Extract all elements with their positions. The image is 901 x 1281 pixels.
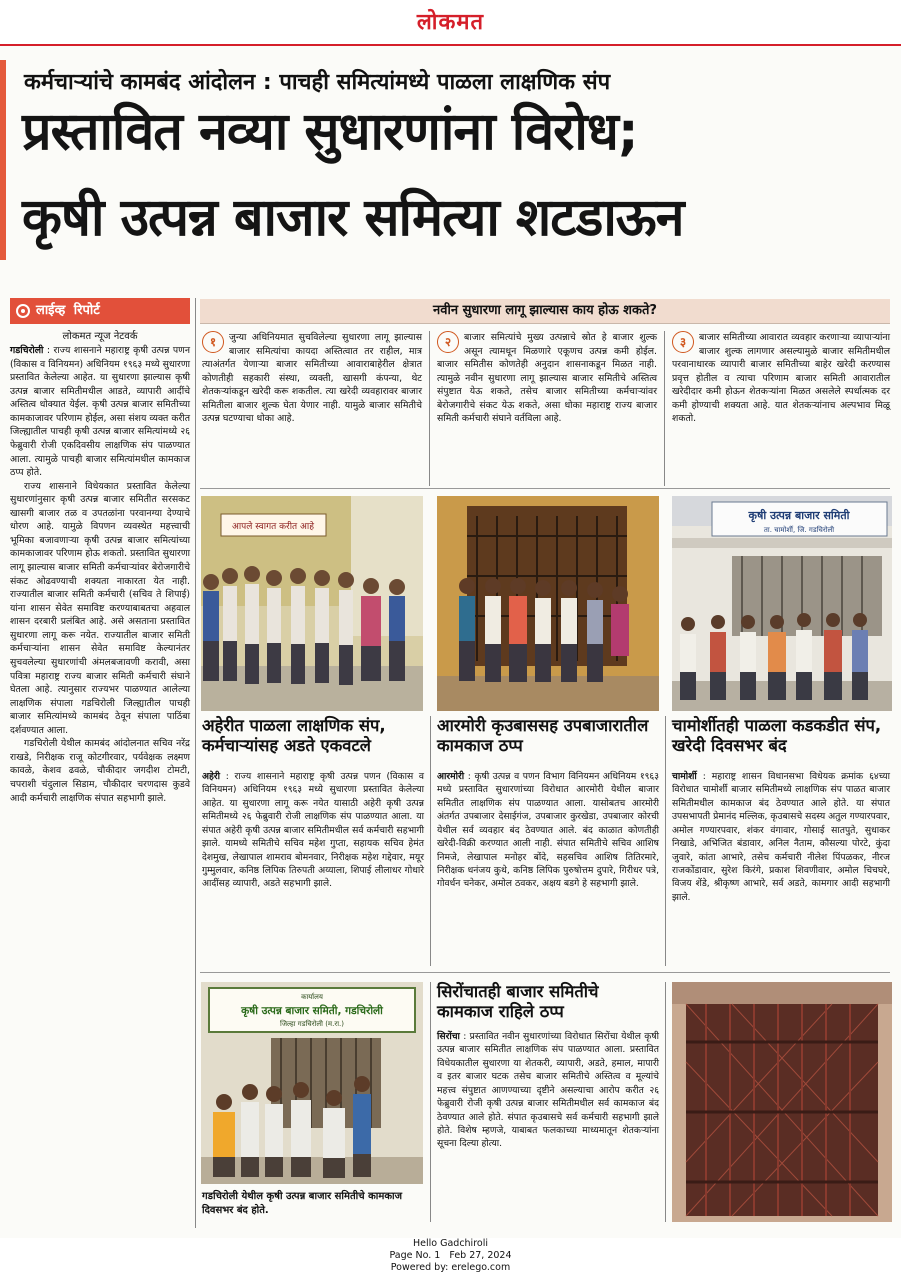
section-rule	[200, 972, 890, 973]
live-label: लाईव्ह	[36, 303, 66, 318]
story-divider	[665, 982, 666, 1222]
masthead-title: लोकमत	[416, 10, 485, 35]
explainer-point-2: २ बाजार समित्यांचे मुख्य उत्पन्नाचे स्रोत हे बाजार शुल्क असून त्यामधून मिळणारे एकूणच उत्पन्न कमी होईल. बाजार समितीस कोणतेही अनुदान शासनाकडून मिळत नाही. त्यामुळे नवीन सुधारणा लागू झाल्यास बाजार समितीचे अस्तित्व संपुष्टात येऊ शकते, तसेच बाजार समितीच्या कर्मचाऱ्यांवर बेरोजगारीचे संकट येऊ शकते, असा धोका महाराष्ट्र राज्य बाजार समिती कर्मचारी संघाने वर्तविला आहे.	[437, 332, 657, 425]
explainer-divider	[429, 331, 430, 486]
footer-page: Page No. 1	[389, 1250, 441, 1261]
gadchiroli-sign-top: कार्यालय	[301, 993, 323, 1001]
photo-armori-illustration	[437, 496, 659, 711]
explainer-divider	[664, 331, 665, 486]
point-number: २	[437, 331, 459, 353]
gadchiroli-sign-sub: जिल्हा गडचिरोली (म.रा.)	[280, 1020, 344, 1028]
photo-gadchiroli-office	[201, 982, 423, 1184]
edge-accent-bar	[0, 60, 6, 260]
story-divider	[430, 982, 431, 1222]
point-number: १	[202, 331, 224, 353]
headline-line-2: कृषी उत्पन्न बाजार समित्या शटडाऊन	[22, 188, 684, 248]
chamorshi-headline: चामोर्शीतही पाळला कडकडीत संप, खरेदी दिवसभर बंद	[672, 716, 882, 755]
main-dateline: गडचिरोली	[10, 345, 44, 356]
chamorshi-story: चामोर्शी : महाराष्ट्र शासन विधानसभा विधेयक क्रमांक ६४च्या विरोधात चामोर्शी बाजार समितीमध्ये लाक्षणिक संप पाळत बाजार समितीमधील कामकाज बंद ठेवण्यात आले होते. या संपात उपसभापती प्रेमानंद मल्लिक, कृउबासचे सदस्य अतुल गण्यारपवार, अमोल गण्यारपवार, शंकर वंगावार, गोसाई सातपुते, सुधाकर निखाडे, अभिजित बंडावार, अनिल नैताम, कौसल्या पोरटे, कुंदा जुवारे, कांता आभारे, तसेच कर्मचारी नीलेश पिंपळकर, नीरज राजकोंडावार, सुरेश किरंगे, प्रकाश शिवणीवार, अमोल चिचघरे, विजय शेंडे, श्रीकृष्ण आभारे, सर्व अडते, कामगार आदी सहभागी झाले.	[672, 771, 890, 903]
aheri-headline: अहेरीत पाळला लाक्षणिक संप, कर्मचाऱ्यांसह अडते एकवटले	[202, 716, 386, 755]
kicker: कर्मचाऱ्यांचे कामबंद आंदोलन : पाचही समित्यांमध्ये पाळला लाक्षणिक संप	[24, 70, 611, 95]
footer-edition: Hello Gadchiroli	[413, 1238, 488, 1249]
aheri-sign: आपले स्वागत करीत आहे	[231, 522, 315, 532]
main-story-column	[10, 298, 190, 805]
main-story-para-3: गडचिरोली येथील कामबंद आंदोलनात सचिव नरेंद्र राखडे, निरीक्षक राजू कोटगीरवार, पर्यवेक्षक लक्ष्मण कावळे, केशव ढवळे, चौकीदार जगदीश टोमटी, चपराशी चंदुलाल सिडाम, चौकीदार चरणदास कुडवे आदी कर्मचारी लाक्षणिक संपात सहभागी झाले.	[10, 738, 190, 804]
photo-aheri-illustration	[201, 496, 423, 711]
main-story-para-1: गडचिरोली : राज्य शासनाने महाराष्ट्र कृषी उत्पन्न पणन (विकास व विनियमन) अधिनियम १९६३ मध्ये सुधारणा प्रस्तावित केलेल्या आहेत. या सुधारणा झाल्यास कृषी उत्पन्न बाजार समितीमधील आडते, व्यापारी आदींचे अस्तित्व धोक्यात येईल. कृषी उत्पन्न बाजार समितीच्या कामकाजावर परिणाम होईल, असा संशय व्यक्त करीत जिल्ह्यातील पाचही कृषी उत्पन्न बाजार समित्यांमध्ये २६ फेब्रुवारी रोजी एकदिवसीय लाक्षणिक संप पाळण्यात आला. त्यामुळे पाचही बाजार समित्यांमधील कामकाज ठप्प होते.	[10, 345, 190, 479]
main-story-para-2: राज्य शासनाने विधेयकात प्रस्तावित केलेल्या सुधारणांनुसार कृषी उत्पन्न बाजार समितीत सरसकट खासगी बाजार तळ व उपतळांना परवानग्या देण्याचे धोरण आहे. यामुळे विपणन व्यवस्थेत महत्त्वाची भूमिका बजावणाऱ्या कृषी उत्पन्न बाजार समित्यांच्या कामकाजावर परिणाम होऊ शकतो. प्रस्तावित सुधारणा लागू झाल्यास बाजार समिती कर्मचाऱ्यांवर बेरोजगारीचे संकट ओढवण्याची शक्यता नाकारता येत नाही. राज्यातील बाजार समिती कर्मचारी (सचिव ते शिपाई) यांना शासन सेवेत समाविष्ट करण्याबाबतचा अहवाल शासन दरबारी प्रलंबित आहे. असे असताना प्रस्तावित सुधारणा लागू करू नयेत. राज्यातील बाजार समिती कर्मचाऱ्यांना शासन सेवेत समाविष्ट केल्यानंतर सुचवलेल्या सुधारणांची अंमलबजावणी करावी, असा पवित्रा महाराष्ट्र राज्य बाजार समिती कर्मचारी संघाने घेतला आहे. त्यानुसार राज्यभर पाळण्यात आलेल्या लाक्षणिक संपाला गडचिरोली जिल्ह्यातील पाचही बाजार समित्यांमध्ये कामबंद ठेवून संपाला पाठिंबा दर्शवण्यात आला.	[10, 480, 190, 736]
report-label: रिपोर्ट	[73, 303, 100, 318]
photo-chamorshi-protest	[672, 496, 892, 711]
footer-date: Feb 27, 2024	[449, 1250, 512, 1261]
photo-caption: गडचिरोली येथील कृषी उत्पन्न बाजार समितीचे कामकाज दिवसभर बंद होते.	[202, 1191, 403, 1216]
photo-shutter-illustration	[672, 982, 892, 1222]
sironcha-headline: सिरोंचातही बाजार समितीचे कामकाज राहिले ठप्प	[437, 982, 599, 1021]
photo-closed-shutter	[672, 982, 892, 1222]
section-rule	[200, 488, 890, 489]
footer-powered: Powered by: erelego.com	[390, 1262, 511, 1273]
live-report-badge	[10, 298, 190, 324]
sironcha-story: सिरोंचा : प्रस्तावित नवीन सुधारणांच्या विरोधात सिरोंचा येथील कृषी उत्पन्न बाजार समितीत लाक्षणिक संप पाळण्यात आला. प्रस्तावित विधेयकातील सुधारणा या शेतकरी, व्यापारी, अडते, हमाल, मापारी व इतर बाजार घटक तसेच बाजार समितीचे अस्तित्व व मूल्यांचे महत्त्व संपुष्टात आणण्याच्या दृष्टीने असल्याचा आरोप करीत २६ फेब्रुवारी रोजी कृषी उत्पन्न बाजार समितीमधील सर्व कामकाज बंद ठेवण्यात आले होते. संपात कृउबासचे सर्व कर्मचारी सहभागी झाले होते. विशेष म्हणजे, याबाबत फलकाच्या माध्यमातून शेतकऱ्यांना सूचना दिल्या होत्या.	[437, 1031, 659, 1150]
photo-aheri-protest	[201, 496, 423, 711]
column-divider	[195, 298, 196, 1228]
chamorshi-sign-sub: ता. चामोर्शी, जि. गडचिरोली	[763, 526, 835, 534]
gadchiroli-sign: कृषी उत्पन्न बाजार समिती, गडचिरोली	[241, 1005, 383, 1017]
explainer-point-1: १ जुन्या अधिनियमात सुचविलेल्या सुधारणा लागू झाल्यास बाजार समित्यांचा कायदा अस्तित्वात तर राहील, मात्र त्याअंतर्गत येणाऱ्या बाजार समितीच्या आवाराबाहेरील क्षेत्रात कोणतीही सहकारी संस्था, व्यक्ती, खासगी कंपन्या, थेट शेतकऱ्यांकडून खरेदी करू शकतील. त्या खरेदी व्यवहारावर बाजार समितीला बाजार शुल्क घेता येणार नाही. यामुळे बाजार समितीचे उत्पन्न घटण्याचा धोका आहे.	[202, 332, 422, 425]
explainer-title: नवीन सुधारणा लागू झाल्यास काय होऊ शकते?	[200, 299, 890, 324]
photo-armori-protest	[437, 496, 659, 711]
broadcast-icon	[16, 304, 30, 318]
headline-line-1: प्रस्तावित नव्या सुधारणांना विरोध;	[22, 102, 638, 162]
aheri-story: अहेरी : राज्य शासनाने महाराष्ट्र कृषी उत्पन्न पणन (विकास व विनियमन) अधिनियम १९६३ मध्ये सुधारणा प्रस्तावित केलेल्या आहेत. या सुधारणा लागू करू नयेत यासाठी अहेरी कृषी उत्पन्न समितीमध्ये २६ फेब्रुवारी रोजी लाक्षणिक संप पाळण्यात आला. या संपात अहेरी कृषी उत्पन्न बाजार समितीमधील सर्व कर्मचारी सहभागी झाले. यामध्ये समितीचे सचिव महेश गुप्ता, सहायक सचिव हेमंत देशमुख, लेखापाल शामराव बोमनवार, निरीक्षक महेश गद्देवार, मयूर गुम्मुलवार, कनिष्ठ लिपिक तिरुपती अय्याला, शिपाई लीलाधर गोधारे आदींसह व्यापारी, अडते सहभागी झाले.	[202, 771, 424, 890]
story-divider	[665, 716, 666, 966]
photo-chamorshi-illustration	[672, 496, 892, 711]
chamorshi-sign: कृषी उत्पन्न बाजार समिती	[748, 509, 850, 522]
explainer-point-3: ३ बाजार समितीच्या आवारात व्यवहार करणाऱ्या व्यापाऱ्यांना बाजार शुल्क लागणार असल्यामुळे बाजार समितीमधील परवानाधारक व्यापारी बाजार समितीच्या बाहेर खरेदी करण्यास प्रवृत्त होतील व त्याचा परिणाम बाजार समिती आवारातील खरेदीदार कमी होऊन शेतकऱ्यांना मिळत असलेले स्पर्धात्मक दर कमी होण्याची शक्यता आहे. यात शेतकऱ्यांनाच अल्पभाव मिळू शकतो.	[672, 332, 890, 425]
masthead	[0, 0, 901, 46]
armori-headline: आरमोरी कृउबाससह उपबाजारातील कामकाज ठप्प	[437, 716, 649, 755]
point-number: ३	[672, 331, 694, 353]
armori-story: आरमोरी : कृषी उत्पन्न व पणन विभाग विनियमन अधिनियम १९६३ मध्ये प्रस्तावित सुधारणांच्या विरोधात आरमोरी येथील बाजार समितीत लाक्षणिक संप पाळण्यात आला. यासोबतच आरमोरी अंतर्गत उपबाजार देसाईगंज, उपबाजार कुरखेडा, उपबाजार कोरची येथील सर्व व्यवहार बंद ठेवण्यात आले. बंद काळात कोणतीही खरेदी-विक्री करण्यात आली नाही. संपात समितीचे सचिव आशिष निमजे, लेखापाल मनोहर बोंदे, सहसचिव आशिष तितिरमारे, निरीक्षक धनंजय कुथे, कनिष्ठ लिपिक पुरुषोत्तम दुपारे, गिरीधर पत्रे, गोवर्धन चनेकर, अमोल ठवकर, अक्षय बडगे हे सहभागी झाले.	[437, 771, 659, 890]
page-footer	[0, 1238, 901, 1274]
story-divider	[430, 716, 431, 966]
byline: लोकमत न्यूज नेटवर्क	[62, 331, 138, 342]
photo-gadchiroli-illustration	[201, 982, 423, 1184]
